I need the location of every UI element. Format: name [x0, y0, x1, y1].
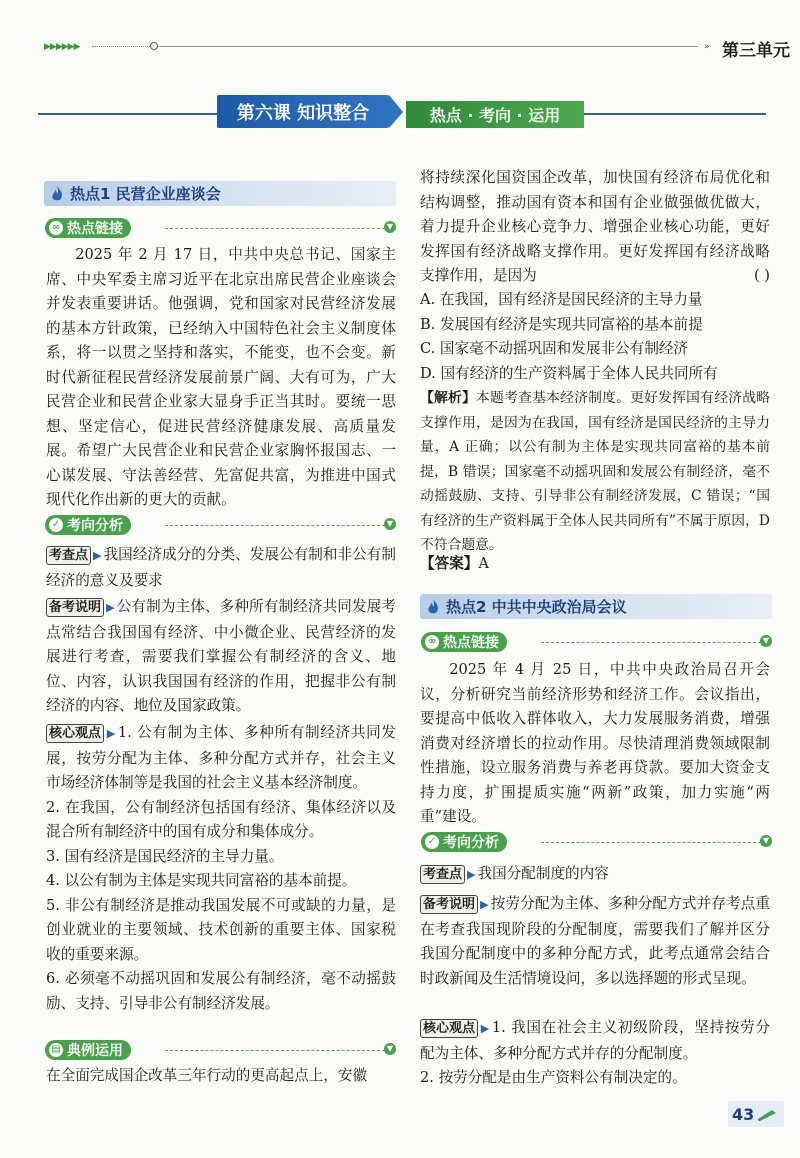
check-icon: ✓	[425, 835, 439, 849]
option-d: D. 国有经济的生产资料属于全体人民共同所有	[420, 364, 718, 382]
banner-tagline: 热点 · 考向 · 运用	[406, 101, 584, 128]
analysis-tag: 【解析】	[420, 390, 477, 406]
hot1-header	[44, 181, 396, 206]
pencil-icon	[757, 1107, 779, 1121]
header-chevron: »	[704, 42, 710, 52]
hot1-beikao: 备考说明 ▶ 公有制为主体、多种所有制经济共同发展考点常结合我国国有经济、中小微企业、民营经济的发展进行考查，需要我们掌握公有制经济的含义、地位、内容，认识我国国有经济的作用，把握非公有制经济的内容、地位及国家政策。	[46, 598, 396, 714]
hot1-analysis: 【解析】本题考查基本经济制度。更好发挥国有经济战略支撑作用，是因为在我国，国有经济是国民经济的主导力量，A 正确；以公有制为主体是实现共同富裕的基本前提，B 错误；国家毫不动摇巩固和发展公有制经济，毫不动摇鼓励、支持、引导非公有制经济发展，C 错误；“国有经济的生产资料属于全体人民共同所有”不属于原因，D 不符合题意。	[420, 390, 771, 553]
book-icon: ▤	[49, 1043, 63, 1057]
kaochadian-tag: 考查点	[46, 546, 91, 565]
header-circle	[150, 42, 158, 50]
hot2-analysis-label: ✓ 考向分析	[421, 832, 507, 852]
header-dotted-rule	[92, 46, 150, 47]
hot2-core-points: 核心观点 ▶ 1. 我国在社会主义初级阶段，坚持按劳分配为主体、多种分配方式并存的分配制度。 2. 按劳分配是由生产资料公有制决定的。	[420, 1016, 770, 1091]
core-point: 5. 非公有制经济是推动我国发展不可或缺的力量，是创业就业的主要领域、技术创新的重要主体、国家税收的重要来源。	[46, 896, 396, 963]
hot2-beikao: 备考说明 ▶ 按劳分配为主体、多种分配方式并存考点重在考查我国现阶段的分配制度，需要我们了解并区分我国分配制度中的多种分配方式，此考点通常会结合时政新闻及生活情境设问，多以选择题的形式呈现。	[420, 895, 770, 987]
page-number: 43	[728, 1101, 784, 1127]
core-point: 2. 按劳分配是由生产资料公有制决定的。	[420, 1069, 687, 1086]
flame-icon	[424, 598, 442, 616]
hot2-link-label: ∞ 热点链接	[421, 632, 507, 652]
hot1-options	[420, 288, 770, 386]
hot1-link-header	[45, 218, 397, 238]
sub-dashed-line	[165, 228, 385, 229]
hot2-header	[420, 594, 772, 619]
hot2-title: 热点2 中共中央政治局会议	[446, 598, 627, 616]
header-rule	[158, 46, 698, 47]
banner-rule-right	[584, 113, 766, 115]
hot1-kaochadian: 考查点 ▶ 我国经济成分的分类、发展公有制和非公有制经济的意义及要求	[46, 546, 396, 589]
hot1-title: 热点1 民营企业座谈会	[70, 185, 221, 203]
answer-tag: 【答案】	[420, 555, 479, 572]
chevron-down-icon: ▼	[760, 835, 772, 847]
hot1-core-points: 核心观点 ▶ 1. 公有制为主体、多种所有制经济共同发展，按劳分配为主体、多种分配方式并存，社会主义市场经济体制等是我国的社会主义基本经济制度。 2. 在我国，公有制经济包括国有经济、集体经济以及混合所有制经济中的国有成分和集体成分。 3. 国有经济是国民经济的主导力量。 4. 以公有制为主体是实现共同富裕的基本前提。 5. 非公有制经济是推动我国发展不可或缺的力量，是创业就业的主要领域、技术创新的重要主体、国家税收的重要来源。 6. 必须毫不动摇巩固和发展公有制经济，毫不动摇鼓励、支持、引导非公有制经济发展。	[46, 721, 396, 1016]
hot1-example-header	[45, 1040, 397, 1060]
hexin-tag: 核心观点	[420, 1019, 478, 1038]
hot1-example-text-start: 在全面完成国企改革三年行动的更高起点上，安徽	[46, 1067, 368, 1084]
flame-icon	[48, 185, 66, 203]
hot1-analysis-label: ✓ 考向分析	[45, 515, 131, 535]
core-point: 2. 在我国，公有制经济包括国有经济、集体经济以及混合所有制经济中的国有成分和集体成分。	[46, 798, 396, 840]
hot1-link-label: ∞ 热点链接	[45, 218, 131, 238]
chevron-down-icon: ▼	[384, 518, 396, 530]
hot1-link-text: 2025 年 2 月 17 日，中共中央总书记、国家主席、中央军委主席习近平在北京出席民营企业座谈会并发表重要讲话。他强调，党和国家对民营经济发展的基本方针政策，已经纳入中国特色社会主义制度体系，将一以贯之坚持和落实，不能变，也不会变。新时代新征程民营经济发展前景广阔、大有可为，广大民营企业和民营企业家大显身手正当其时。要统一思想、坚定信心，促进民营经济健康发展、高质量发展。希望广大民营企业和民营企业家胸怀报国志、一心谋发展、守法善经营、先富促共富，为推进中国式现代化作出新的更大的贡献。	[46, 246, 396, 508]
unit-title: 第三单元	[722, 41, 790, 61]
core-point: 3. 国有经济是国民经济的主导力量。	[46, 847, 284, 865]
link-icon: ∞	[425, 635, 439, 649]
lesson-title: 第六课 知识整合	[217, 95, 389, 128]
chevron-down-icon: ▼	[384, 1043, 396, 1055]
hot2-link-header	[421, 632, 773, 652]
hot2-analysis-header	[421, 832, 773, 852]
option-b: B. 发展国有经济是实现共同富裕的基本前提	[420, 315, 703, 333]
hexin-tag: 核心观点	[46, 724, 104, 743]
beikao-tag: 备考说明	[46, 598, 104, 617]
link-icon: ∞	[49, 221, 63, 235]
banner-arrow	[389, 95, 403, 128]
hot2-kaochadian: 考查点 ▶ 我国分配制度的内容	[420, 862, 770, 888]
hot1-answer: 【答案】A	[420, 555, 489, 572]
beikao-tag: 备考说明	[420, 895, 478, 914]
banner-rule-left	[38, 113, 218, 115]
core-point: 4. 以公有制为主体是实现共同富裕的基本前提。	[46, 872, 357, 889]
header-arrows: ▶▶▶▶▶▶	[44, 42, 80, 52]
hot1-example-text: 将持续深化国资国企改革，加快国有经济布局优化和结构调整，推动国有资本和国有企业做强做优做大，着力提升企业核心竞争力、增强企业核心功能，更好发挥国有经济战略支撑作用。更好发挥国有经济战略支撑作用，是因为 ( )	[420, 166, 770, 289]
hot1-analysis-header	[45, 515, 397, 535]
chevron-down-icon: ▼	[760, 635, 772, 647]
answer-blank: ( )	[753, 267, 770, 284]
kaochadian-tag: 考查点	[420, 865, 465, 884]
hot2-link-text: 2025 年 4 月 25 日，中共中央政治局召开会议，分析研究当前经济形势和经济工作。会议指出，要提高中低收入群体收入，大力发展服务消费，增强消费对经济增长的拉动作用。尽快清理消费领域限制性措施，设立服务消费与养老再贷款。要加大资金支持力度，扩围提质实施“两新”政策，加力实施“两重”建设。	[420, 661, 770, 825]
hot1-example-label: ▤ 典例运用	[45, 1040, 131, 1060]
core-point: 6. 必须毫不动摇巩固和发展公有制经济，毫不动摇鼓励、支持、引导非公有制经济发展。	[46, 970, 396, 1012]
option-a: A. 在我国，国有经济是国民经济的主导力量	[420, 291, 703, 308]
chevron-down-icon: ▼	[384, 221, 396, 233]
option-c: C. 国家毫不动摇巩固和发展非公有制经济	[420, 340, 689, 357]
check-icon: ✓	[49, 518, 63, 532]
